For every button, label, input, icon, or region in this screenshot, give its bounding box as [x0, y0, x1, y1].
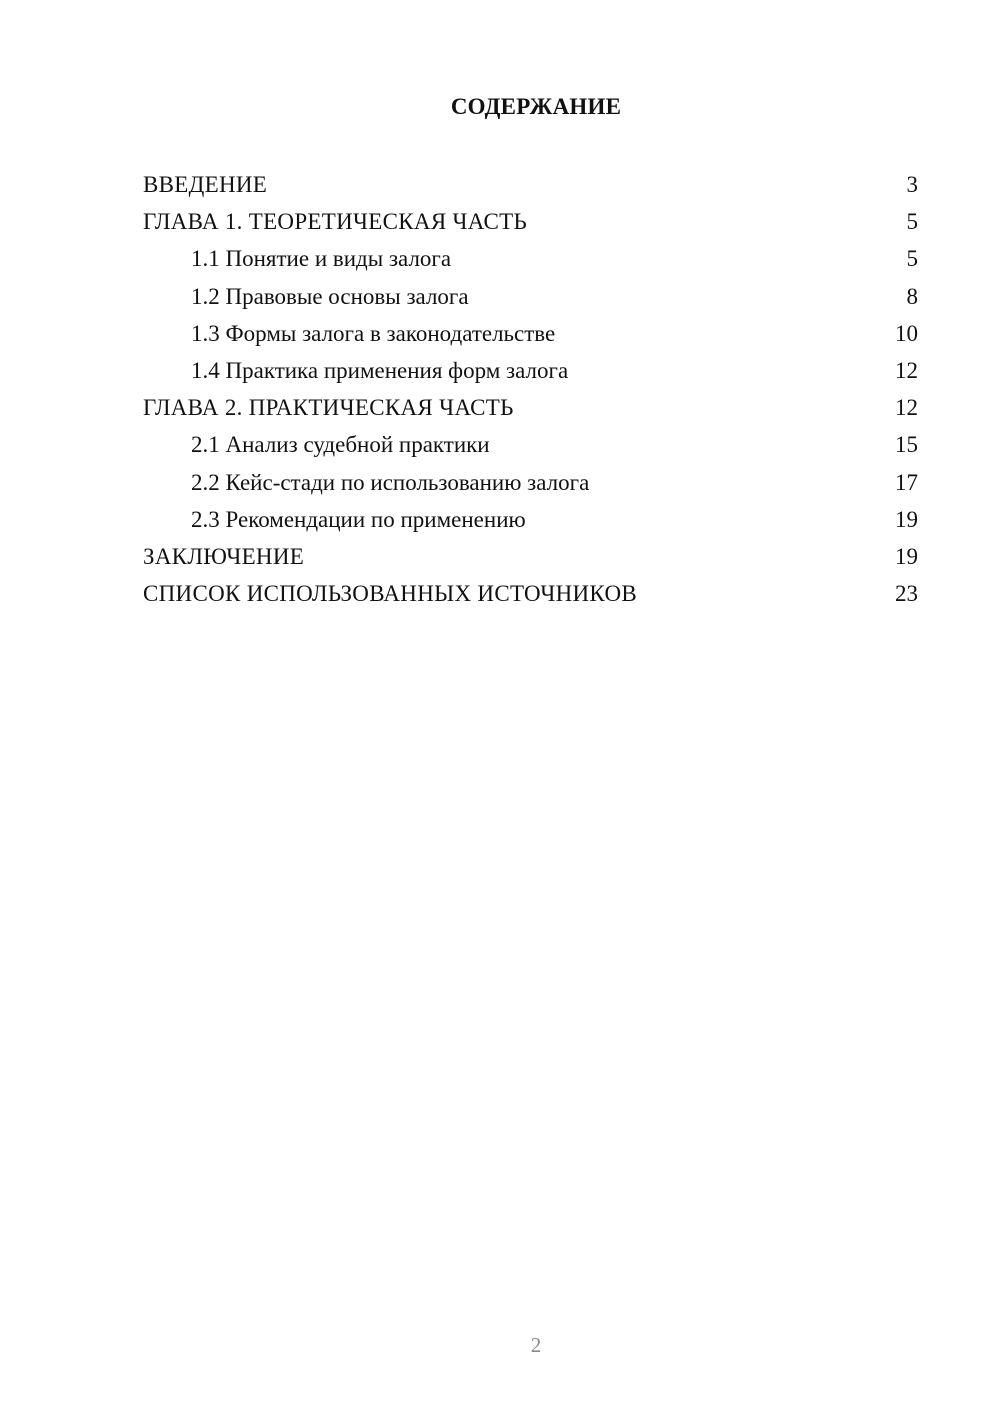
toc-title: СОДЕРЖАНИЕ [450, 94, 622, 119]
page-number: 2 [530, 1333, 542, 1357]
toc-entry-label: 1.3 Формы залога в законодательстве [191, 320, 556, 346]
table-of-contents [143, 166, 918, 612]
toc-entry-page: 19 [895, 506, 918, 532]
toc-entry-page: 19 [895, 543, 918, 569]
toc-entry-label: 2.3 Рекомендации по применению [191, 506, 526, 532]
toc-entry-page: 15 [895, 432, 918, 458]
toc-entry-references [143, 575, 918, 612]
toc-entry-section-2-1 [143, 426, 918, 463]
toc-entry-chapter-1 [143, 203, 918, 240]
toc-entry-label: 1.4 Практика применения форм залога [191, 357, 569, 383]
toc-entry-page: 17 [895, 469, 918, 495]
toc-entry-label: ГЛАВА 2. ПРАКТИЧЕСКАЯ ЧАСТЬ [143, 395, 514, 421]
toc-entry-page: 12 [895, 357, 918, 383]
toc-entry-label: 1.2 Правовые основы залога [191, 283, 469, 309]
toc-entry-label: ВВЕДЕНИЕ [143, 172, 268, 197]
toc-entry-section-1-4 [143, 352, 918, 389]
toc-entry-page: 3 [906, 172, 918, 197]
toc-entry-chapter-2 [143, 389, 918, 426]
toc-entry-page: 23 [895, 581, 918, 607]
toc-entry-label: 1.1 Понятие и виды залога [191, 246, 452, 272]
toc-entry-section-2-3 [143, 501, 918, 538]
toc-entry-page: 5 [906, 209, 918, 235]
toc-entry-introduction [143, 166, 918, 203]
toc-entry-page: 5 [906, 246, 918, 272]
toc-entry-section-1-3 [143, 315, 918, 352]
toc-entry-page: 8 [906, 283, 918, 309]
toc-entry-label: ГЛАВА 1. ТЕОРЕТИЧЕСКАЯ ЧАСТЬ [143, 209, 528, 235]
toc-entry-label: 2.2 Кейс-стади по использованию залога [191, 469, 590, 495]
toc-entry-section-1-2 [143, 278, 918, 315]
toc-entry-page: 10 [895, 320, 918, 346]
toc-entry-label: СПИСОК ИСПОЛЬЗОВАННЫХ ИСТОЧНИКОВ [143, 581, 638, 607]
toc-entry-conclusion [143, 538, 918, 575]
toc-entry-label: ЗАКЛЮЧЕНИЕ [143, 543, 305, 569]
toc-entry-label: 2.1 Анализ судебной практики [191, 432, 490, 458]
toc-entry-section-1-1 [143, 240, 918, 277]
toc-entry-section-2-2 [143, 464, 918, 501]
toc-entry-page: 12 [895, 395, 918, 421]
